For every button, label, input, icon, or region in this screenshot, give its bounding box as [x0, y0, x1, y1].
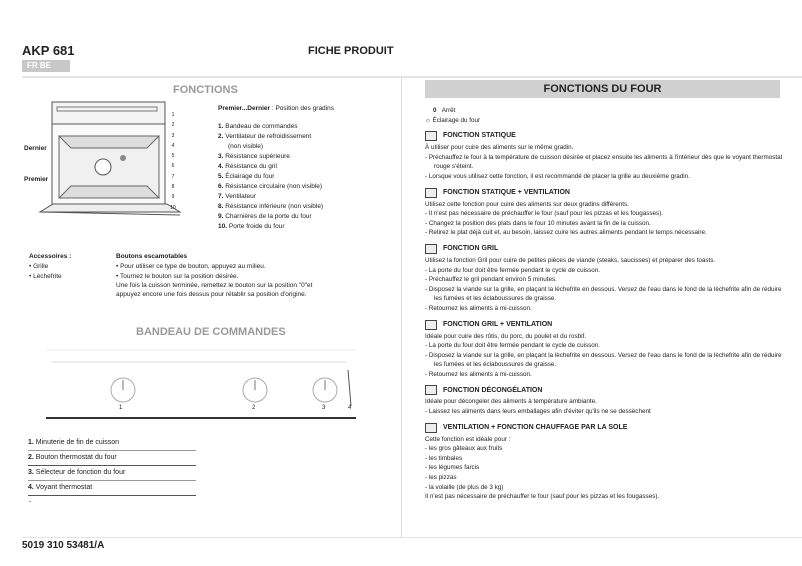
control-panel-diagram [46, 348, 358, 420]
function-heading [425, 421, 785, 435]
document-code: 5019 310 53481/A [22, 540, 105, 551]
list-item: 1. Bandeau de commandes [218, 123, 298, 130]
function-parts-list [218, 122, 323, 232]
function-text-line: Il n'est pas nécessaire de préchauffer le four (sauf pour les pizzas et les fougasses). [425, 493, 660, 501]
header-divider [22, 76, 802, 78]
list-item: 3. Résistance supérieure [218, 153, 290, 160]
defrost-icon [425, 385, 437, 395]
list-item: (non visible) [228, 143, 264, 150]
function-heading [425, 318, 785, 332]
function-text-line: Idéale pour décongeler des aliments à température ambiante. [425, 398, 597, 406]
function-text-line: À utiliser pour cuire des aliments sur le même gradin. [425, 144, 574, 152]
static-oven-icon [425, 131, 437, 141]
function-text-line: - la volaille (de plus de 3 kg) [425, 483, 504, 491]
function-text-line: Cette fonction est idéale pour : [425, 435, 511, 443]
panel-callout-2: 2 [252, 405, 256, 411]
positions-note [218, 104, 334, 114]
function-heading [425, 129, 785, 143]
callout: 8 [171, 184, 175, 191]
function-text-line: - Préchauffez le four à la température de cuisson désirée et placez ensuite les aliments à l'intérieur dès que le voyant thermostat rouge s'éteint. [425, 153, 783, 171]
function-title: FONCTION STATIQUE [443, 132, 516, 140]
list-item: 10. Porte froide du four [218, 223, 285, 230]
panel-callout-4: 4 [348, 405, 352, 411]
off-symbol: 0 [433, 107, 437, 114]
footer-divider [22, 537, 802, 538]
function-text-line: Utilisez cette fonction pour cuire des aliments sur deux gradins différents. [425, 200, 629, 208]
function-heading [425, 186, 785, 200]
knobs-line: • Pour utiliser ce type de bouton, appuyez au milieu. [116, 263, 266, 270]
accessory-item: • Lèchefrite [29, 273, 62, 280]
callout: 6 [171, 163, 175, 170]
oven-functions-content [425, 106, 785, 502]
control-panel-legend [28, 436, 196, 496]
fonctions-title: FONCTIONS [173, 84, 238, 96]
function-title: FONCTION STATIQUE + VENTILATION [443, 188, 570, 196]
function-text-line: Idéale pour cuire des rôtis, du porc, du poulet et du rosbif. [425, 332, 587, 340]
function-title: FONCTION GRIL [443, 245, 499, 253]
function-heading [425, 242, 785, 256]
callout: 7 [171, 173, 175, 180]
function-text-line: - Disposez la viande sur la grille, en plaçant la lèchefrite en dessous. Versez de l'eau dans le fond de la lèchefrite afin de réduire les fumées et les éclaboussures de graisse. [425, 351, 782, 369]
label-premier: Premier [24, 176, 49, 183]
panel-callout-3: 3 [322, 405, 326, 411]
legend-item: 2. Bouton thermostat du four [28, 451, 196, 466]
function-text-line: - les gros gâteaux aux fruits [425, 445, 503, 453]
knobs-line: Une fois la cuisson terminée, remettez le bouton sur la position "0"et [116, 282, 313, 289]
list-item: 7. Ventilateur [218, 193, 256, 200]
callout: 1 [171, 112, 175, 118]
function-text-line: - Retournez les aliments à mi-cuisson. [425, 304, 532, 312]
accessory-item: • Grille [29, 263, 49, 270]
static-fan-icon [425, 188, 437, 198]
model-number: AKP 681 [22, 43, 75, 58]
oven-diagram [35, 100, 185, 222]
function-text-line: - La porte du four doit être fermée pendant le cycle de cuisson. [425, 342, 601, 350]
knobs-line: • Tournez le bouton sur la position désirée. [116, 273, 239, 280]
list-item: 6. Résistance circulaire (non visible) [218, 183, 323, 190]
accessories-title: Accessoires : [29, 253, 72, 260]
positions-bold: Premier...Dernier [218, 105, 271, 112]
grill-icon [425, 244, 437, 254]
callout: 10 [170, 204, 176, 211]
list-item: 9. Charnières de la porte du four [218, 213, 312, 220]
light-row [425, 116, 785, 126]
callout: 2 [171, 122, 175, 129]
label-dernier: Dernier [24, 145, 47, 152]
light-label: Éclairage du four [432, 116, 481, 124]
column-divider [401, 78, 402, 538]
callout: 4 [171, 142, 175, 149]
function-text-line: - les légumes farcis [425, 464, 480, 472]
document-title: FICHE PRODUIT [308, 45, 394, 57]
function-text-line: Utilisez la fonction Gril pour cuire de petites pièces de viande (steaks, saucisses) et préparer des toasts. [425, 256, 716, 264]
callout: 9 [171, 194, 175, 201]
list-item: 4. Résistance du gril [218, 163, 277, 170]
knobs-title: Boutons escamotables [116, 253, 188, 260]
function-text-line: - La porte du four doit être fermée pendant le cycle de cuisson. [425, 266, 601, 274]
function-heading [425, 383, 785, 397]
panel-callout-1: 1 [119, 405, 123, 411]
dash-mark: - [29, 498, 32, 505]
diagram-callouts [166, 110, 180, 213]
fan-bottom-icon [425, 423, 437, 433]
function-text-line: - Retirez le plat déjà cuit et, au besoin, laissez cuire les autres aliments pendant le temps nécessaire. [425, 229, 707, 237]
accessories [29, 252, 71, 282]
bandeau-title: BANDEAU DE COMMANDES [136, 326, 286, 338]
list-item: 2. Ventilateur de refroidissement [218, 133, 312, 140]
callout: 5 [171, 153, 175, 160]
language-badge: FR BE [22, 60, 70, 72]
function-title: FONCTION DÉCONGÉLATION [443, 386, 543, 394]
function-text-line: - les pizzas [425, 474, 457, 482]
oven-functions-header: FONCTIONS DU FOUR [425, 80, 780, 98]
callout: 3 [171, 132, 175, 139]
grill-fan-icon [425, 320, 437, 330]
function-text-line: - Il n'est pas nécessaire de préchauffer le four (sauf pour les pizzas et les fougasses). [425, 210, 664, 218]
function-text-line: - Préchauffez le gril pendant environ 5 minutes. [425, 276, 557, 284]
list-item: 8. Résistance inférieure (non visible) [218, 203, 324, 210]
off-label: Arrêt [441, 107, 456, 114]
function-title: FONCTION GRIL + VENTILATION [443, 320, 553, 328]
function-text-line: - Disposez la viande sur la grille, en plaçant la lèchefrite en dessous. Versez de l'eau dans le fond de la lèchefrite afin de réduire les fumées et les éclaboussures de graisse. [425, 285, 782, 303]
light-bulb-icon: ☼ [425, 116, 431, 124]
function-text-line: - les timbales [425, 454, 463, 462]
positions-text: : Position des gradins [270, 105, 334, 112]
list-item: 5. Éclairage du four [218, 173, 275, 180]
function-text-line: - Lorsque vous utilisez cette fonction, il est recommandé de placer la grille au deuxième gradin. [425, 172, 690, 180]
function-text-line: - Changez la position des plats dans le four 10 minutes avant la fin de la cuisson. [425, 219, 651, 227]
function-text-line: - Retournez les aliments à mi-cuisson. [425, 370, 532, 378]
function-title: VENTILATION + FONCTION CHAUFFAGE PAR LA SOLE [443, 423, 628, 431]
function-text-line: - Laissez les aliments dans leurs emballages afin d'éviter qu'ils ne se dessèchent [425, 408, 651, 416]
legend-item: 3. Sélecteur de fonction du four [28, 466, 196, 481]
legend-item: 1. Minuterie de fin de cuisson [28, 436, 196, 451]
off-row [425, 106, 785, 116]
legend-item: 4. Voyant thermostat [28, 481, 196, 496]
knobs-line: appuyez encore une fois dessus pour rétablir sa position d'origine. [116, 291, 307, 298]
retractable-knobs-note [116, 252, 312, 300]
